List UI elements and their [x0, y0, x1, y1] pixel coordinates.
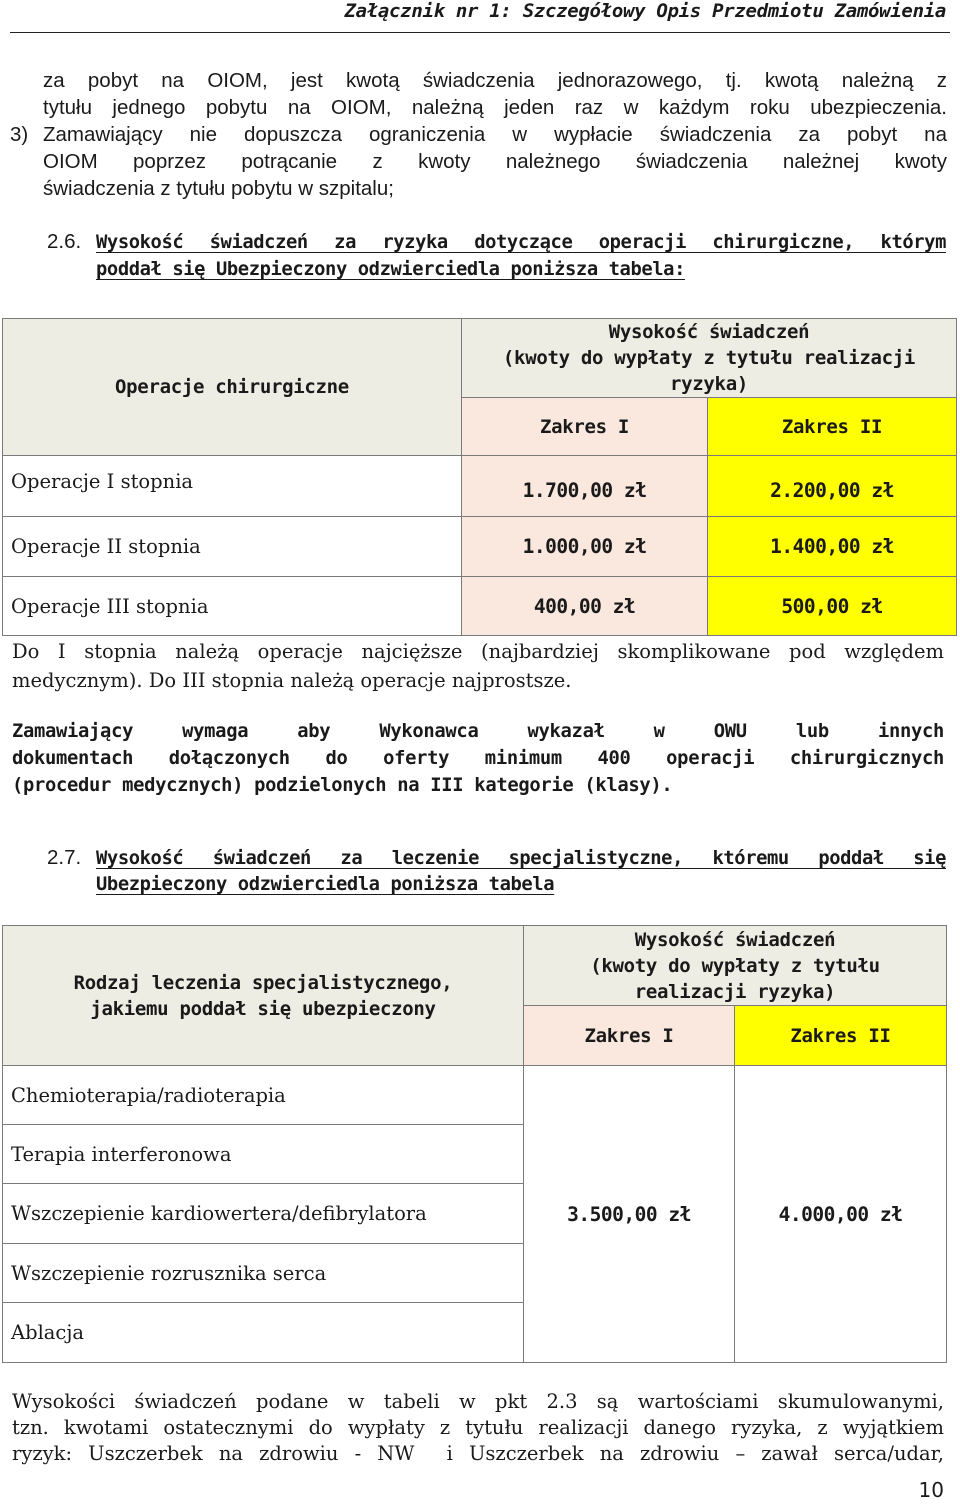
page-header-title: Załącznik nr 1: Szczegółowy Opis Przedmiotu Zamówienia [344, 0, 946, 22]
item-3-line-1: Zamawiający nie dopuszcza ograniczenia w wypłacie świadczenia za pobyt na [43, 123, 947, 146]
table-row-label: Operacje III stopnia [11, 594, 209, 618]
table-row-label: Chemioterapia/radioterapia [11, 1083, 286, 1107]
surgery-table-row-2-label [2, 516, 462, 577]
table-cell-value: 4.000,00 zł [778, 1202, 903, 1226]
surgery-table-row-3-label [2, 576, 462, 636]
intro-line-2: tytułu jednego pobytu na OIOM, należną jeden raz w każdym roku ubezpieczenia. [43, 96, 947, 119]
specialist-table-row-5-label [2, 1302, 524, 1363]
table-cell-value: 500,00 zł [781, 594, 883, 618]
surgery-note-line-1: Do I stopnia należą operacje najcięższe (najbardziej skomplikowane pod względem [12, 640, 944, 663]
surgery-table-col1-header [2, 318, 462, 456]
table-row-label: Ablacja [11, 1321, 85, 1344]
table-cell-value: 2.200,00 zł [770, 478, 894, 502]
specialist-table-group-header-line-2: (kwoty do wypłaty z tytułu [590, 954, 880, 977]
surgery-note-line-2: medycznym). Do III stopnia należą operacje najprostsze. [12, 669, 572, 692]
section-2-6-title-line-1: Wysokość świadczeń za ryzyka dotyczące operacji chirurgiczne, którym [96, 232, 946, 253]
footer-note-line-2: tzn. kwotami ostatecznymi do wypłaty z tytułu realizacji danego ryzyka, z wyjątkiem [12, 1416, 944, 1439]
footer-note-line-1: Wysokości świadczeń podane w tabeli w pkt 2.3 są wartościami skumulowanymi, [12, 1390, 944, 1413]
table-row-label: Wszczepienie rozrusznika serca [11, 1261, 327, 1285]
specialist-table-row-2-label [2, 1124, 524, 1184]
page-number: 10 [918, 1478, 944, 1502]
table-cell-value: 1.700,00 zł [522, 478, 647, 502]
section-2-7-title-line-1: Wysokość świadczeń za leczenie specjalistyczne, któremu poddał się [96, 848, 946, 869]
specialist-table-group-header-line-3: realizacji ryzyka) [634, 980, 836, 1003]
surgery-table-zakres1-header-text: Zakres I [539, 415, 630, 438]
table-cell-value: 1.000,00 zł [522, 535, 647, 558]
specialist-table-col1-header [2, 925, 524, 1066]
surgery-table-row-1-label [2, 455, 462, 517]
item-3-line-2: OIOM poprzez potrącanie z kwoty należnego świadczenia należnej kwoty [43, 150, 947, 173]
surgery-table-group-header-line-2: (kwoty do wypłaty z tytułu realizacji [502, 347, 916, 369]
specialist-table-row-3-label [2, 1183, 524, 1244]
specialist-table-zakres1-header-text: Zakres I [584, 1024, 674, 1047]
item-3-number: 3) [10, 123, 29, 146]
specialist-table-group-header [523, 925, 947, 1006]
specialist-table-row-1-label [2, 1065, 524, 1125]
requirement-line-1: Zamawiający wymaga aby Wykonawca wykazał w OWU lub innych [12, 721, 944, 742]
specialist-table-group-header-line-1: Wysokość świadczeń [634, 928, 836, 951]
surgery-table-row-1-z2 [707, 455, 957, 517]
surgery-table-zakres1-header [461, 397, 708, 456]
specialist-table-zakres2-header-text: Zakres II [790, 1024, 891, 1047]
surgery-table-group-header-line-1: Wysokość świadczeń [608, 321, 810, 343]
surgery-table-group-header [461, 318, 957, 398]
specialist-table-col1-header-line-2: jakiemu poddał się ubezpieczony [90, 997, 436, 1020]
surgery-table-col1-header-text: Operacje chirurgiczne [115, 376, 349, 398]
specialist-table-zakres1-header [523, 1005, 735, 1066]
table-cell-value: 1.400,00 zł [770, 535, 894, 558]
section-2-7-number: 2.7. [47, 846, 82, 869]
table-row-label: Operacje I stopnia [11, 470, 194, 493]
item-3-line-3: świadczenia z tytułu pobytu w szpitalu; [43, 177, 394, 200]
specialist-table-z2-value [734, 1065, 947, 1363]
requirement-line-2: dokumentach dołączonych do oferty minimum 400 operacji chirurgicznych [12, 748, 944, 769]
specialist-table-z1-value [523, 1065, 735, 1363]
surgery-table-row-3-z2 [707, 576, 957, 636]
footer-note-line-3: ryzyk: Uszczerbek na zdrowiu - NW i Uszczerbek na zdrowiu – zawał serca/udar, [12, 1442, 944, 1465]
section-2-7-title-line-2: Ubezpieczony odzwierciedla poniższa tabela [96, 874, 555, 895]
requirement-line-3: (procedur medycznych) podzielonych na III kategorie (klasy). [12, 775, 673, 796]
surgery-table-group-header-line-3: ryzyka) [670, 373, 748, 395]
surgery-table-zakres2-header [707, 397, 957, 456]
specialist-table-row-4-label [2, 1243, 524, 1303]
surgery-table-row-2-z1 [461, 516, 708, 577]
table-cell-value: 3.500,00 zł [567, 1202, 691, 1226]
table-row-label: Wszczepienie kardiowertera/defibrylatora [11, 1202, 427, 1225]
specialist-table-zakres2-header [734, 1005, 947, 1066]
surgery-table-zakres2-header-text: Zakres II [781, 415, 883, 438]
table-row-label: Terapia interferonowa [11, 1142, 232, 1166]
surgery-table-row-1-z1 [461, 455, 708, 517]
section-2-6-number: 2.6. [47, 230, 82, 253]
surgery-table-row-2-z2 [707, 516, 957, 577]
surgery-table-row-3-z1 [461, 576, 708, 636]
section-2-6-title-line-2: poddał się Ubezpieczony odzwierciedla poniższa tabela: [96, 259, 685, 280]
table-row-label: Operacje II stopnia [11, 535, 201, 558]
header-divider [10, 32, 950, 33]
table-cell-value: 400,00 zł [533, 594, 636, 618]
intro-line-1: za pobyt na OIOM, jest kwotą świadczenia jednorazowego, tj. kwotą należną z [43, 69, 947, 92]
specialist-table-col1-header-line-1: Rodzaj leczenia specjalistycznego, [73, 971, 453, 994]
